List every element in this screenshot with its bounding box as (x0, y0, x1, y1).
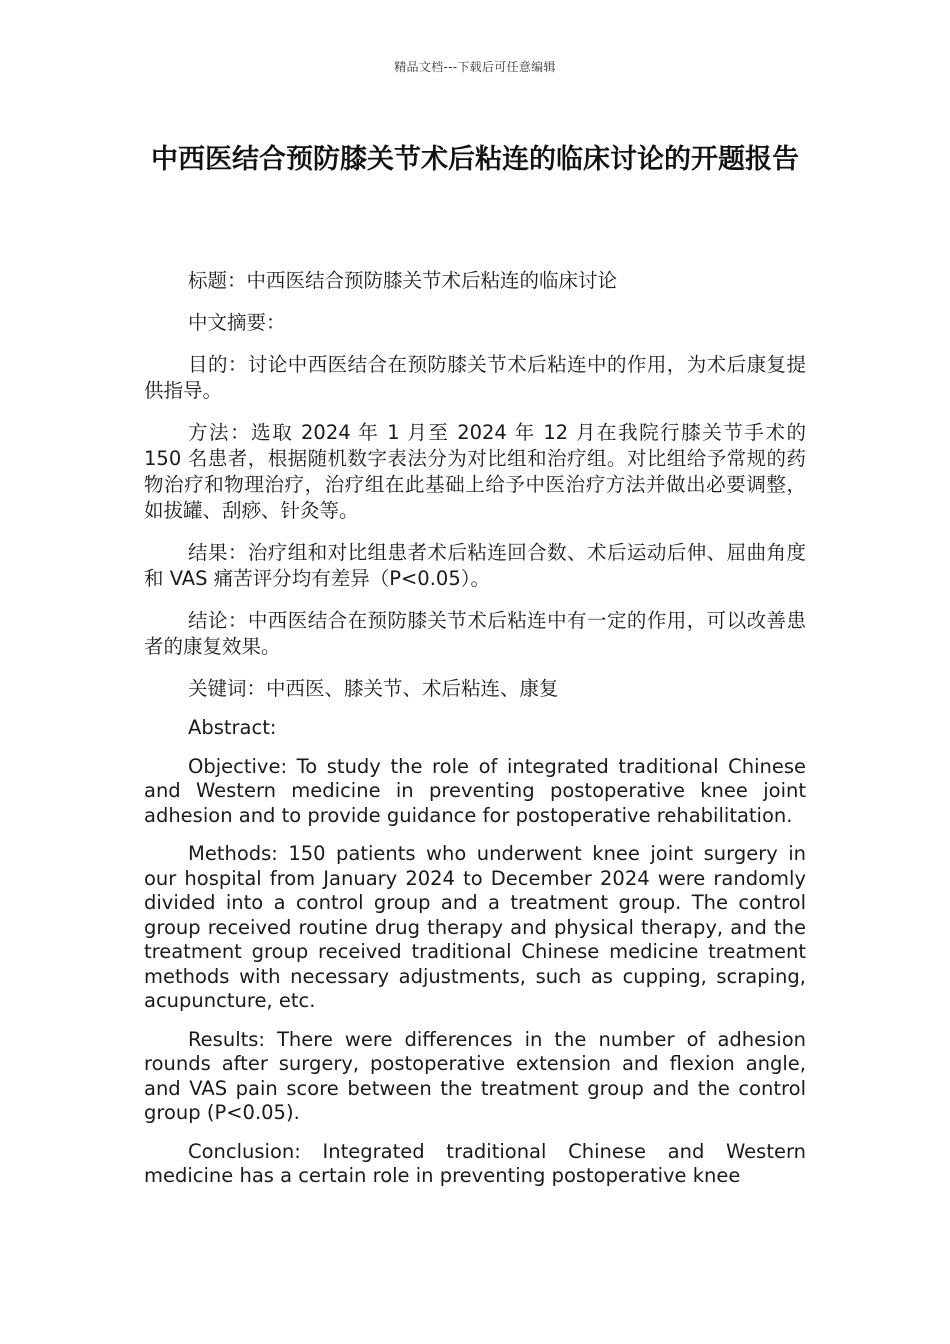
paragraph-abstract-heading: Abstract: (188, 716, 277, 739)
paragraph-results-zh: 结果：治疗组和对比组患者术后粘连回合数、术后运动后伸、屈曲角度和 VAS 痛苦评分均有差异（P<0.05）。 (144, 541, 806, 590)
paragraph-results-en: Results: There were differences in the number of adhesion rounds after surgery, postoperative extension and flexion angle, and VAS pain score between the treatment group and the control group (P<0.05). (144, 1027, 806, 1124)
page-header-watermark: 精品文档---下载后可任意编辑 (394, 60, 556, 74)
paragraph-methods-en: Methods: 150 patients who underwent knee joint surgery in our hospital from January 2024 to December 2024 were randomly divided into a control group and a treatment group. The control group received routine drug therapy and physical therapy, and the treatment group received traditional Chinese medicine treatment methods with necessary adjustments, such as cupping, scraping, acupuncture, etc. (144, 842, 806, 1012)
paragraph-objective-en: Objective: To study the role of integrated traditional Chinese and Western medicine in preventing postoperative knee joint adhesion and to provide guidance for postoperative rehabilitation. (144, 754, 806, 827)
document-body (144, 268, 806, 1189)
paragraph-keywords-zh: 关键词：中西医、膝关节、术后粘连、康复 (188, 677, 559, 700)
paragraph-objective-zh: 目的：讨论中西医结合在预防膝关节术后粘连中的作用，为术后康复提供指导。 (144, 353, 806, 402)
paragraph-title-line: 标题：中西医结合预防膝关节术后粘连的临床讨论 (188, 269, 618, 292)
paragraph-conclusion-zh: 结论：中西医结合在预防膝关节术后粘连中有一定的作用，可以改善患者的康复效果。 (144, 609, 806, 658)
paragraph-chinese-abstract-heading: 中文摘要： (188, 311, 286, 334)
document-title: 中西医结合预防膝关节术后粘连的临床讨论的开题报告 (151, 144, 799, 175)
paragraph-conclusion-en: Conclusion: Integrated traditional Chinese and Western medicine has a certain role in preventing postoperative knee (144, 1139, 806, 1187)
paragraph-methods-zh: 方法：选取 2024 年 1 月至 2024 年 12 月在我院行膝关节手术的 150 名患者，根据随机数字表法分为对比组和治疗组。对比组给予常规的药物治疗和物理治疗，治疗组在此基础上给予中医治疗方法并做出必要调整，如拔罐、刮痧、针灸等。 (144, 421, 806, 522)
